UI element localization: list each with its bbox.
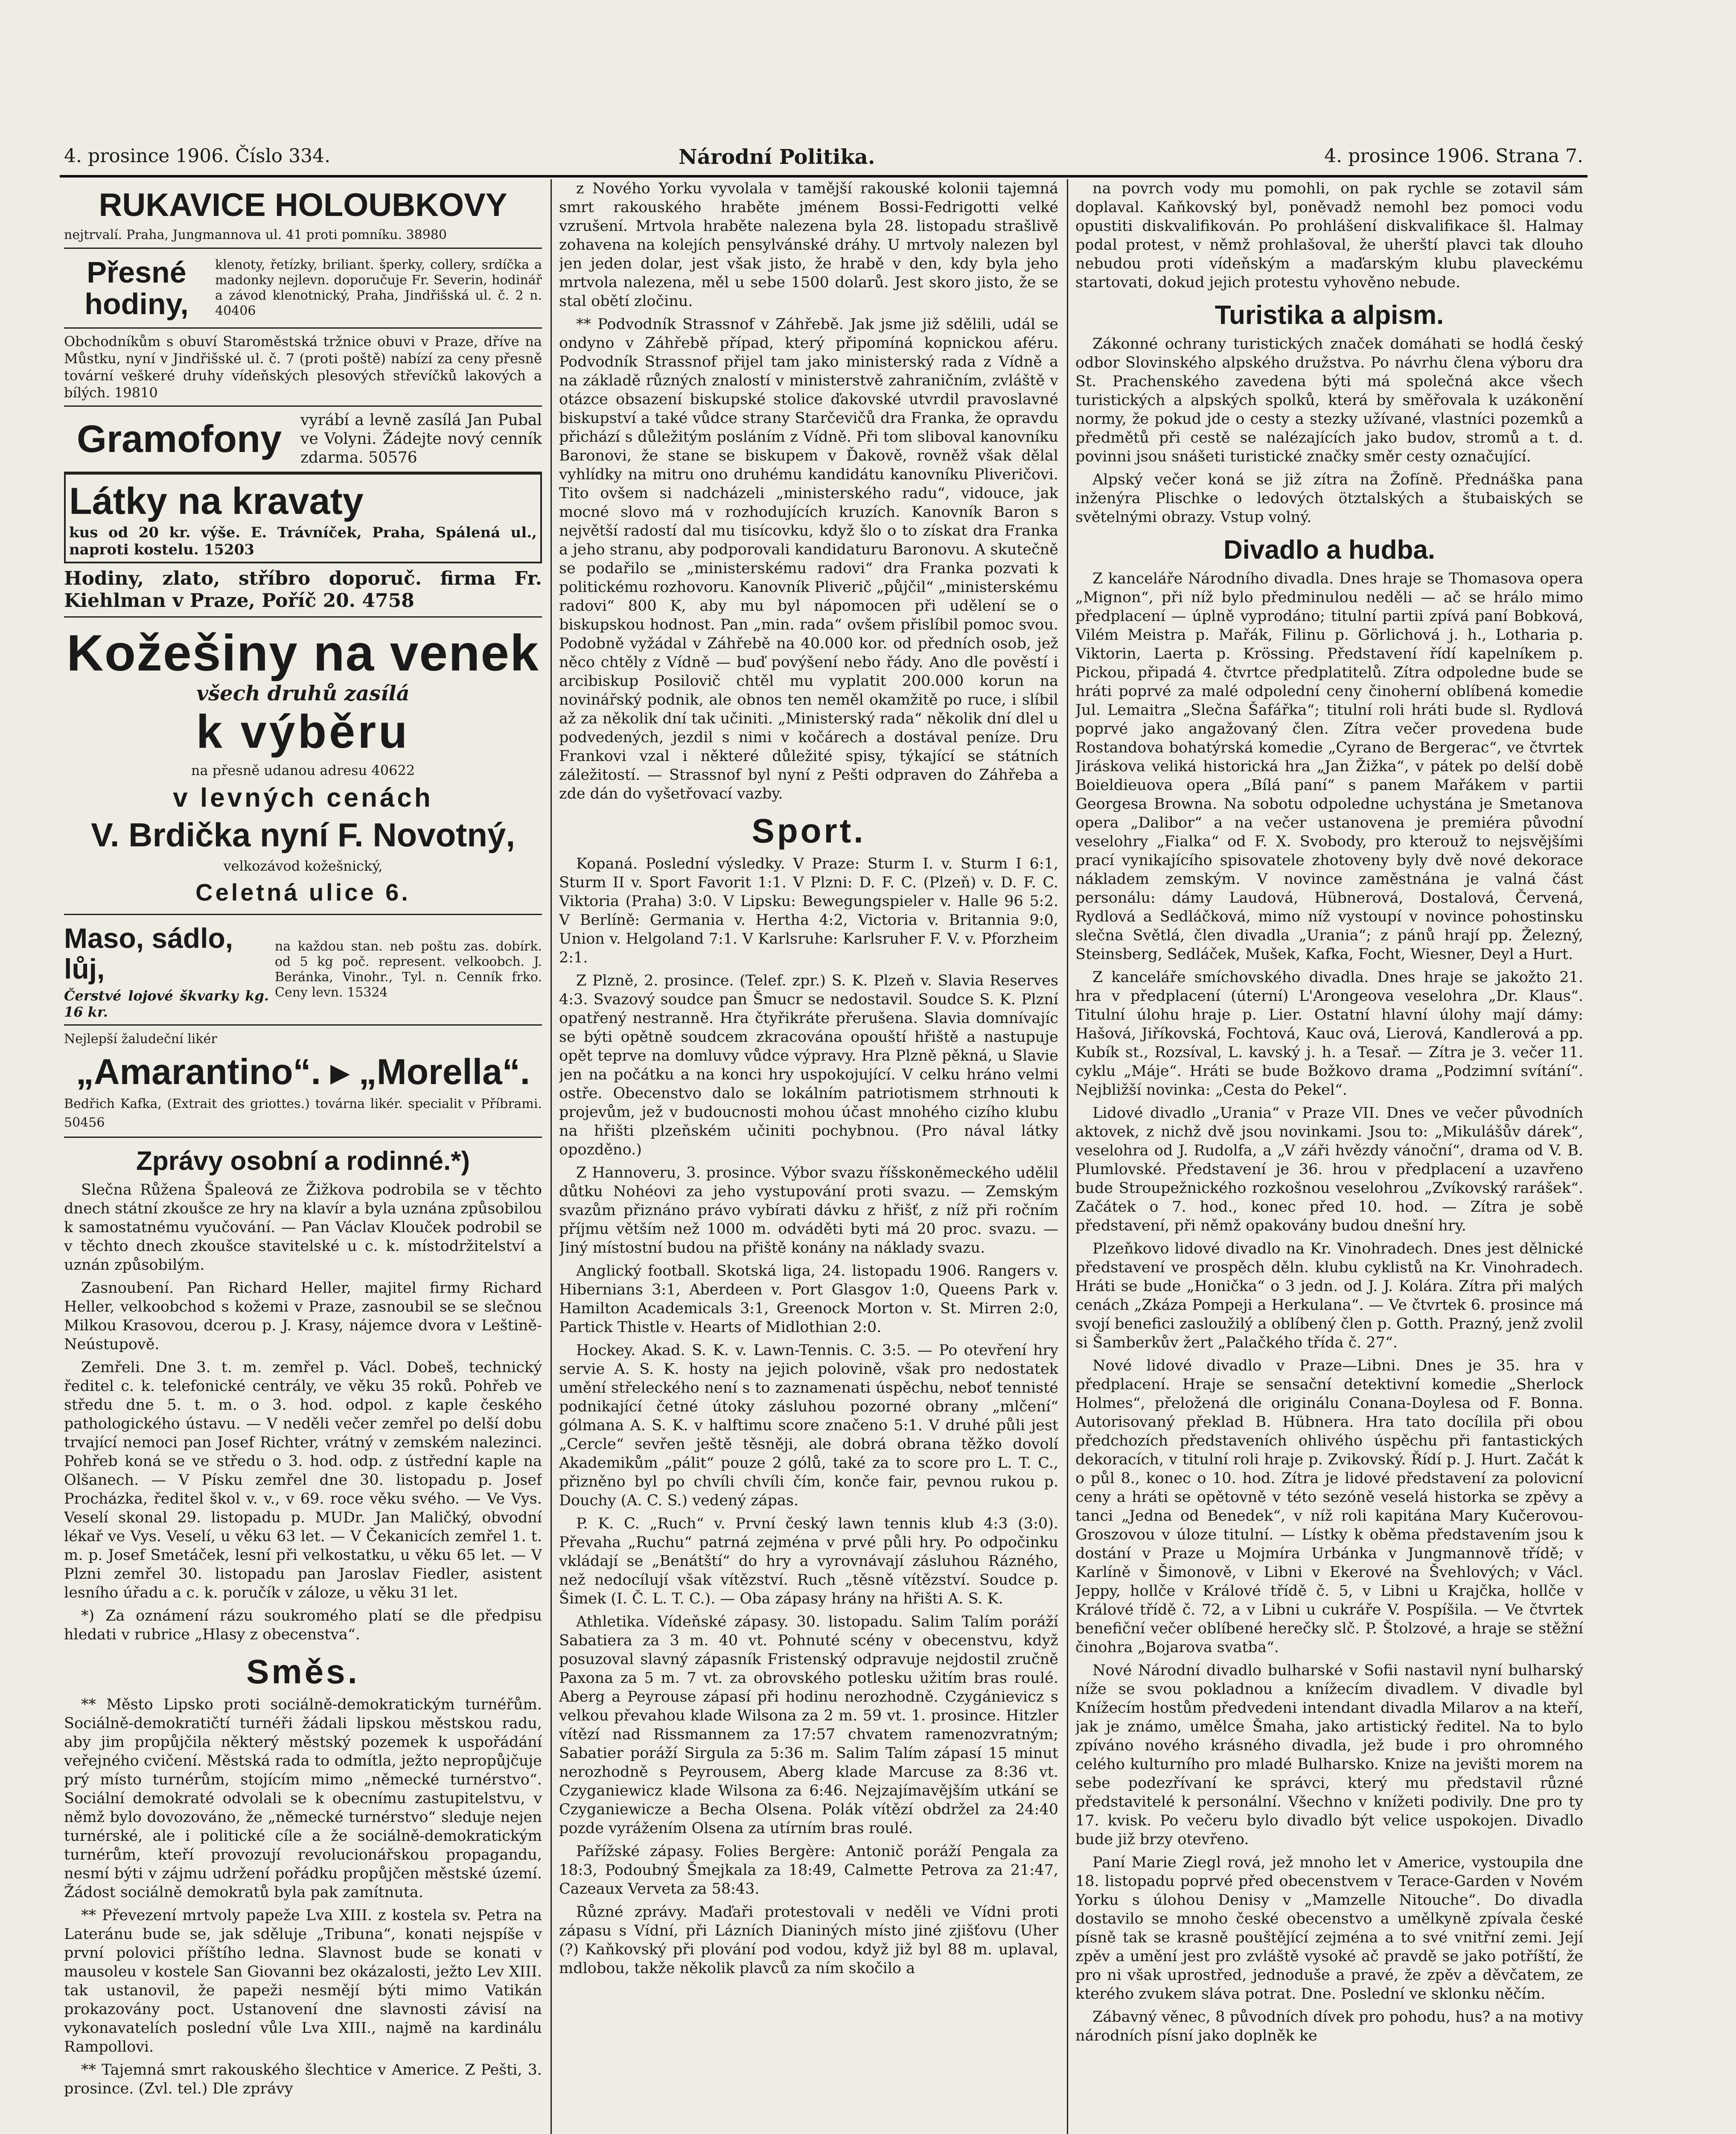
col3-para: Plzeňkovo lidové divadlo na Kr. Vinohradech. Dnes jest dělnické představení ve prospěch děln. klubu cyklistů na Kr. Vinohradech. Hráti se bude „Honička“ o 3 jedn. od J. J. Kolára. Zítra při malých cenách „Zkáza Pompeji a Herkulana“. — Ve čtvrtek 6. prosince má svojí benefici zasloužilý a oblíbený člen p. Gotth. Prazný, jenž zvolil si Šamberkův žert „Palačkého třída č. 27“. bbox=[1075, 1240, 1583, 1351]
col3-para: Alpský večer koná se již zítra na Žofíně. Přednáška pana inženýra Plischke o ledových ötztalských a štubaiských se světelnými obrazy. Vstup volný. bbox=[1075, 471, 1583, 526]
ad-gramofony bbox=[64, 407, 542, 473]
column-2 bbox=[559, 179, 1058, 2134]
ad-gramofony-title: Gramofony bbox=[76, 418, 282, 461]
ad-hodiny-text: klenoty, řetízky, briliant. šperky, collery, srdíčka a madonky nejlevn. doporučuje Fr. Severin, hodinář a závod klenotnický, Praha, Jindřišská ul. č. 2 n. 40406 bbox=[215, 257, 542, 318]
ad-obuv: Obchodníkům s obuví Staroměstská tržnice obuvi v Praze, dříve na Můstku, nyní v Jindřišské ul. č. 7 (proti poště) nabízí za ceny přesně tovární veškeré druhy vídeňských plesových střevíčků lakových a bílých. 19810 bbox=[64, 329, 542, 407]
ad-kozesiny-sub: všech druhů zasílá bbox=[196, 682, 410, 706]
section-divadlo-title: Divadlo a hudba. bbox=[1223, 535, 1436, 565]
col3-para: na povrch vody mu pomohli, on pak rychle se zotavil sám doplaval. Kaňkovský byl, poněvadž nemohl bez pomoci vodu opustiti diskvalifikován. Po prohlášení diskvalifikace šl. Halmay podal protest, v němž prohlašoval, že uherští plavci tak dlouho nebudou proti vídeňským a maďarským klubu plaveckému startovati, dokud jejich protestu vyhověno nebude. bbox=[1075, 180, 1583, 291]
col2-para: Athletika. Vídeňské zápasy. 30. listopadu. Salim Talím poráží Sabatiera za 3 m. 40 vt. Pohnuté scény v obecenstvu, když posuzoval slavný zápasník Fristenský odpravuje nejdostil zručně Paxona za 5 m. 7 vt. za obrovského potlesku užitím bras roulé. Aberg a Peyrouse zápasí při hodinu nerozhodně. Czygánievicz s velkou převahou klade Wilsona za 2 m. 59 vt. 1. prosince. Hitzler vítězí nad Rissmannem za 17:57 chvatem ramenozvratným; Sabatier poráží Sirgula za 5:36 m. Salim Talím zápasí 15 minut nerozhodně s Peyrousem, Aberg klade Marcuse za 8:36 vt. Czyganiewicz klade Wilsona za 6:46. Nejzajímavějším utkání se Czyganiewicze a Becha Olsena. Polák vítězí obdržel za 24:40 pozde vyrážením Olsena za utírním bras roulé. bbox=[559, 1613, 1058, 1837]
col3-para: Z kanceláře Národního divadla. Dnes hraje se Thomasova opera „Mignon“, při níž bylo předminulou neděli — ač se hrálo mimo předplacení — úplně vyprodáno; titulní partii zpívá paní Bobková, Vilém Meistra p. Mařák, Filinu p. Görlichová j. h., Lotharia p. Viktorin, Laerta p. Krössing. Představení řídí kapelníkem p. Pickou, připadá 4. čtvrtce předplatitelů. Zítra odpoledne bude se hráti poprvé za malé odpolední ceny činoherní oblíbená komedie Jul. Lemaitra „Slečna Šafářka“; titulní roli hráti bude sl. Rydlová poprvé jako angažovaný člen. Zítra večer provedena bude Rostandova bohatýrská komedie „Cyrano de Bergerac“, ve čtvrtek Jiráskova veliká historická hra „Jan Žižka“, v pátek po delší době Boieldieuova opera „Bílá paní“ s panem Mařákem v partii Georgesa Browna. Na sobotu odpoledne uchystána je Smetanova opera „Dalibor“ a na večer ustanovena je premiéra původní veselohry „Fialka“ od F. X. Svobody, pro kterouž to nejsvějšími prací vynikajícího spisovatele zhotoveny byly dvě nové dekorace nákladem zemským. V novince zaměstnána je valná část personálu: dámy Laudová, Hübnerová, Dostalová, Červená, Rydlová a Sedláčková, mimo níž vystoupí v novince pohostinsku slečna Světlá, člen divadla „Urania“; z pánů hrají pp. Železný, Steinsberg, Sedláček, Mušek, Kafka, Focht, Wiesner, Deyl a Hurt. bbox=[1075, 570, 1583, 963]
col2-para: ** Podvodník Strassnof v Záhřebě. Jak jsme již sdělili, udál se ondyno v Záhřebě případ, který připomíná kopnickou aféru. Podvodník Strassnof přijel tam jako ministerský rada z Vídně a na základě různých znalostí v ministerstvě zahraničním, zvláště v otázce obsazení biskupské stolice ďakovské utvrdil pravoslavné biskupství a také vůdce strany Starčevičů dra Franka, že opravdu přichází s důležitým posláním z Vídně. Při tom sliboval kanovníku Baronovi, že stane se biskupem v Ďakově, rovněž však dělal vyhlídky na mitru ono druhému kandidátu kanovníku Pliveričovi. Tito ovšem si nadcházeli „ministerského radu“, vidouce, jak mocné slovo má v rozhodujících kruzích. Kanovník Baron s největší radostí dal mu tisícovku, když šlo o to získat dra Franka a jeho stranu, aby podporovali kandidaturu Baronovu. A skutečně se podařilo se „ministerskému radovi“ dra Franka pozvati k politickému rozhovoru. Kanovník Pliverič „půjčil“ „ministerskému radovi“ 800 K, aby mu byl nápomocen při udělení se o biskupskou hodnost. Pan „min. rada“ ovšem přislíbil pomoc svou. Podobně vyžádal v Záhřebě na 40.000 kor. od předních osob, jež něco chtěly z Vídně — buď povýšení nebo řády. Ano dle pověstí i arcibiskup Posilovič chtěl mu vyplatit 200.000 korun na novinářský podnik, ale obnos ten neměl okamžitě po ruce, i slíbil až za několik dní tak učiniti. „Ministerský rada“ několik dní dlel u podvedených, jezdil s nimi v kočárech a dostával peníze. Dru Frankovi vzal i některé důležité spisy, týkající se státních záležitostí. — Strassnof byl nyní z Pešti odpraven do Záhřeba a zde dán do vyšetřovací vazby. bbox=[559, 316, 1058, 802]
ad-latky-text: kus od 20 kr. výše. E. Trávníček, Praha, Spálená ul., naproti kostelu. 15203 bbox=[69, 524, 537, 558]
ad-kozesiny-firma: V. Brdička nyní F. Novotný, bbox=[90, 816, 516, 854]
col2-para: P. K. C. „Ruch“ v. První český lawn tennis klub 4:3 (3:0). Převaha „Ruchu“ patrná zejména v prvé půli hry. Po odpočinku vkládají se „Benátští“ do hry a vyrovnávají zásluhou Rázného, než nedocílují však vítězství. Ruch „těsně vítězství. Soudce p. Šimek (I. Č. L. T. C.). — Oba zápasy hrány na hřišti A. S. K. bbox=[559, 1515, 1058, 1607]
ad-maso-sub: Čerstvé lojové škvarky kg. 16 kr. bbox=[64, 988, 269, 1020]
column-3 bbox=[1075, 179, 1583, 2134]
ad-kozesiny-adresu: na přesně udanou adresu 40622 bbox=[191, 762, 415, 778]
col1-para: ** Město Lipsko proti sociálně-demokratickým turnéřům. Sociálně-demokratičtí turnéři žádali lipskou městskou radu, aby jim propůjčila některý městský pozemek k uspořádání veřejného cvičení. Městská rada to odmítla, ježto nepropůjčuje prý místo turnérům, stojícím mimo „německé turnérstvo“. Sociální demokraté odvolali se k obecnímu zastupitelstvu, v němž bylo dovozováno, že „německé turnérstvo“ sleduje nejen turnérské, ale i politické cíle a že sociálně-demokratickým turnérům, kteří provozují revolucionářskou propagandu, nesmí býti v zájmu udržení pořádku propůjčen městské území. Žádost sociálně demokratů byla pak zamítnuta. bbox=[64, 1696, 542, 1901]
col3-para: Nové lidové divadlo v Praze—Libni. Dnes je 35. hra v předplacení. Hraje se sensační detektivní komedie „Sherlock Holmes“, přeložená dle originálu Conana-Doylesa od F. Bonna. Autorisovaný překlad B. Hübnera. Hra tato docílila při obou předchozích představeních ohlivého úspěchu při fantastických dekoracích, v titulní roli hraje p. Zvikovský. Řídí p. J. Hurt. Začát k o půl 8., konec o 10. hod. Zítra je lidové představení za polovicní ceny a hráti se opětovně v této sezóně veselá historka se zpěvy a tanci „Jedna od Benedek“, v níž roli kapitána Mary Kučerovou-Groszovou v úloze titulní. — Lístky k oběma představením jsou k dostání v Praze u Mojmíra Urbánka v Jungmannově třídě; v Karlíně v Šimonově, v Libni v Ekerové na Švehlových; v Václ. Jeppy, hollče v Králové třídě č. 5, v Libni u Krajčka, hollče v Králové třídě č. 72, a v Libni u cukráře V. Pospíšila. — Ve čtvrtek benefiční večer oblíbené herečky slč. P. Štolzové, a hraje se stěžní činohra „Bojarova svatba“. bbox=[1075, 1357, 1583, 1656]
ad-kozesiny-velk: velkozávod kožešnický, bbox=[223, 858, 383, 874]
section-turistika-title: Turistika a alpism. bbox=[1215, 300, 1444, 330]
ad-rukavice-title: RUKAVICE HOLOUBKOVY bbox=[99, 187, 507, 223]
ad-kozesiny-ceny: v levných cenách bbox=[173, 783, 433, 813]
col3-para: Lidové divadlo „Urania“ v Praze VII. Dnes ve večer původních aktovek, z nichž dvě jsou novinkami. Jsou to: „Mikulášův dárek“, veselohra od J. Rudolfa, a „V záři hvězdy vánoční“, drama od V. B. Plumlovské. Představení je 36. hrou v předplacení a uzavřeno bude Stroupežnického rozkošnou veselohrou „Zvíkovský rarášek“. Začátek o 7. hod., konec před 10. hod. — Zítra je sobě představení, při němž opakovány budou dnešní hry. bbox=[1075, 1105, 1583, 1234]
ad-maso-text: na každou stan. neb poštu zas. dobírk. od 5 kg poč. represent. velkoobch. J. Beránka, Vinohr., Tyl. n. Cenník frko. Ceny levn. 15324 bbox=[275, 939, 542, 1000]
section-zpravy-title: Zprávy osobní a rodinné.*) bbox=[136, 1146, 470, 1176]
col2-para: Z Hannoveru, 3. prosince. Výbor svazu říšskoněmeckého udělil důtku Nohéovi za jeho vystupování proti svazu. — Zemským svazům přiznáno právo vybírati dávku z hřišť, z níž při ročním příjmu větším než 1000 m. odváděti byti má 20 proc. svazu. — Jiný místostní budou na přiště konány na náklady svazu. bbox=[559, 1164, 1058, 1256]
col1-para: Slečna Růžena Špaleová ze Žižkova podrobila se v těchto dnech státní zkoušce ze hry na klavír a byla uznána způsobilou k samostatnému vyučování. — Pan Václav Klouček podrobil se v těchto dnech zkoušce stavitelské u c. k. místodržitelství a uznán způsobilým. bbox=[64, 1181, 542, 1274]
ad-likery-head: Nejlepší žaludeční likér bbox=[64, 1032, 217, 1047]
col3-para: Z kanceláře smíchovského divadla. Dnes hraje se jakožto 21. hra v předplacení (úterní) L'Arongeova veselohra „Dr. Klaus“. Titulní úlohu hraje p. Lier. Ostatní hlavní úlohy mají dámy: Hašová, Jiříkovská, Fochtová, Kauc ová, Lierová, Kandlerová a pp. Kubík st., Rozsíval, L. kavský j. h. a Tesař. — Zítra je 3. večer 11. cyklu „Máje“. Hráti se bude Božkovo drama „Podzimní svítání“. Nejbližší novinka: „Cesta do Pekel“. bbox=[1075, 969, 1583, 1099]
header-rule bbox=[60, 175, 1587, 178]
col2-para: Hockey. Akad. S. K. v. Lawn-Tennis. C. 3:5. — Po otevření hry servie A. S. K. hosty na jejich polovině, však pro nedostatek umění střeleckého není s to zaznamenati úspěchu, neboť tennisté podnikající četné útoky zásluhou pozorné obrany „mlčení“ gólmana A. S. K. v halftimu score značeno 5:1. V druhé půli jest „Cercle“ sevřen ještě těsněji, ale dobrá obrana těžko dovolí Akademikům „pálit“ pouze 2 gólů, také za to score pro L. T. C., přizněno byl po chvíli chvíli čím, konče fair, pevnou rukou p. Douchy (A. C. S.) vedený zápas. bbox=[559, 1342, 1058, 1509]
header-left: 4. prosince 1906. Číslo 334. bbox=[64, 145, 331, 167]
col2-para: Anglický football. Skotská liga, 24. listopadu 1906. Rangers v. Hibernians 3:1, Aberdeen v. Port Glasgov 1:0, Queens Park v. Hamilton Academicals 3:1, Greenock Morton v. St. Mirren 2:0, Partick Thistle v. Hearts of Midlothian 2:0. bbox=[559, 1262, 1058, 1336]
ad-kozesiny-ulice: Celetná ulice 6. bbox=[195, 879, 411, 906]
col1-para: Zasnoubení. Pan Richard Heller, majitel firmy Richard Heller, velkoobchod s kožemi v Praze, zasnoubil se se slečnou Milkou Krasovou, dcerou p. J. Krasy, nájemce dvora v Leštině-Neústupově. bbox=[64, 1280, 542, 1353]
col2-para: Různé zprávy. Maďaři protestovali v neděli ve Vídni proti zápasu s Vídní, při Lázních Dianiných místo jiné zjišťovu (Uher (?) Kaňkovský při plování pod vodou, když již byl 88 m. uplaval, mdlobou, takže několik plavců za ním skočilo a bbox=[559, 1904, 1058, 1977]
col2-para: z Nového Yorku vyvolala v tamější rakouské kolonii tajemná smrt rakouského hraběte jménem Bossi-Fedrigotti velké vzrušení. Mrtvola hraběte nalezena byla 28. listopadu strašlivě zohavena na kolejích pensylvánské dráhy. U mrtvoly nalezen byl jen jeden dolar, jest však jisto, že hrabě v den, kdy byla jeho mrtvola nalezena, měl u sebe 1500 dolarů. Jest skoro jisto, že se stal obětí zločinu. bbox=[559, 180, 1058, 310]
col1-para: *) Za oznámení rázu soukromého platí se dle předpisu hledati v rubrice „Hlasy z obecenstva“. bbox=[64, 1607, 542, 1643]
ad-kozesiny-vyber: k výběru bbox=[196, 706, 410, 758]
section-smes-title: Směs. bbox=[246, 1653, 360, 1691]
ad-likery-text: Bedřich Kafka, (Extrait des griottes.) továrna likér. specialit v Příbrami. 50456 bbox=[64, 1096, 542, 1130]
ad-kiehlman: Hodiny, zlato, stříbro doporuč. firma Fr. Kiehlman v Praze, Poříč 20. 4758 bbox=[64, 563, 542, 618]
ad-latky bbox=[64, 473, 542, 563]
page-header bbox=[64, 141, 1583, 175]
col3-para: Paní Marie Ziegl rová, jež mnoho let v Americe, vystoupila dne 18. listopadu poprvé před obecenstvem v Terace-Garden v Novém Yorku s úlohou Denisy v „Mamzelle Nitouche“. Do divadla dostavilo se mnoho české obecenstvo a umělkyně zpívala české písně tak se krasně pouštějící zejména a to své vnitřní zemi. Její zpěv a umění jest pro zvláště vysoké ač pravdě se jako potříští, že pro ni však uprostřed, jednoduše a pravé, že zpěv a děvčatem, ze kterého zvukem sláva potrat. Dne. Poslední ve sklonku něčím. bbox=[1075, 1854, 1583, 2003]
column-separator bbox=[1067, 179, 1068, 2134]
col3-para: Zábavný věnec, 8 původních dívek pro pohodu, hus? a na motivy národních písní jako doplněk ke bbox=[1075, 2009, 1583, 2044]
col1-para: Zemřeli. Dne 3. t. m. zemřel p. Václ. Dobeš, technický ředitel c. k. telefonické centrály, ve věku 35 roků. Pohřeb ve středu dne 5. t. m. o 3. hod. odpol. z kaple českého pathologického ústavu. — V neděli večer zemřel po delší dobu trvající nemoci pan Josef Richter, vrátný v zemském nalezinci. Pohřeb koná se ve středu o 3. hod. odp. z ústřední kaple na Olšanech. — V Písku zemřel dne 30. listopadu p. Josef Procházka, ředitel škol v. v., v 69. roce věku svého. — Ve Vys. Veselí skonal 29. listopadu p. MUDr. Jan Maličký, obvodní lékař ve Vys. Veselí, u věku 63 let. — V Čekanicích zemřel 1. t. m. p. Josef Smetáček, lesní při velkostatku, u věku 65 let. — V Plzni zemřel 30. listopadu pan Jaroslav Fiedler, asistent lesního úřadu a c. k. poručík v záloze, u věku 31 let. bbox=[64, 1359, 542, 1601]
ad-kozesiny-title: Kožešiny na venek bbox=[67, 624, 539, 682]
ad-hodiny bbox=[64, 249, 542, 329]
column-separator bbox=[551, 179, 552, 2134]
col2-para: Z Plzně, 2. prosince. (Telef. zpr.) S. K. Plzeň v. Slavia Reserves 4:3. Svazový soudce pan Šmucr se nedostavil. Soudce S. K. Plzní opatřený nestranně. Hra čtyřikráte přerušena. Slavia domnívajíc se býti opětně soudcem zkracována opouští hřiště a nastupuje opět teprve na domluvy vůdce výpravy. Hra Plzně pěkná, u Slavie jen na počátku a na konci hry uspokojující. V celku hráno velmi ostře. Obecenstvo dalo se lokálním patriotismem strhnouti k projevům, jež v budoucnosti mohou účast mnohého cizího klubu na hřišti plzeňském učiniti pochybnou. (Pro nával látky opozděno.) bbox=[559, 972, 1058, 1158]
col1-para: ** Tajemná smrt rakouského šlechtice v Americe. Z Pešti, 3. prosince. (Zvl. tel.) Dle zprávy bbox=[64, 2061, 542, 2097]
ad-maso bbox=[64, 915, 542, 1026]
ad-likery bbox=[64, 1026, 542, 1138]
col3-para: Zákonné ochrany turistických značek domáhati se hodlá český odbor Slovinského alpského družstva. Po návrhu člena výboru dra St. Prachenského zavedena býti má společná akce všech turistických a alpských spolků, která by směřovala k uzákonění normy, že pokud jde o cesty a stezky užívané, vlastníci pozemků a předmětů při cestě se nalézajících jako budov, stromů a t. d. povinni jsou snášeti turistické značky směr cesty označující. bbox=[1075, 335, 1583, 465]
ad-latky-title: Látky na kravaty bbox=[69, 480, 364, 522]
ad-hodiny-title: Přesné hodiny, bbox=[84, 256, 189, 321]
col3-para: Nové Národní divadlo bulharské v Sofii nastavil nyní bulharský níže se svou pokladnou a knížecím divadlem. V divadle byl Knížecím hostům předvedeni intendant divadla Milarov a na kteří, jak je známo, umělce Šmaha, jako artistický ředitel. Na to bylo zpíváno nového krásného divadla, jež bude i pro ohromného celého kulturního pro mladé Bulharsko. Knize na jevišti morem na sebe podezřívaní ke správci, který mu představil různé představitelé k personální. Všechno v knížeti podivily. Dne pro ty 17. kvisk. Po večeru bylo divadlo být velice uspokojen. Divadlo bude již brzy otevřeno. bbox=[1075, 1662, 1583, 1848]
col1-para: ** Převezení mrtvoly papeže Lva XIII. z kostela sv. Petra na Lateránu bude se, jak sděluje „Tribuna“, konati nejspíše v první polovici příštího ledna. Slavnost bude se konati v mausoleu v kostele San Giovanni bez okázalosti, ježto Lev XIII. tak ustanovil, že papeži nesmějí býti mimo Vatikán prokazovány poct. Ustanovení dne slavnosti závisí na vykonavatelích poslední vůle Lva XIII., najmě na kardinálu Rampollovi. bbox=[64, 1907, 542, 2055]
ad-rukavice-text: nejtrvalí. Praha, Jungmannova ul. 41 proti pomníku. 38980 bbox=[64, 227, 447, 242]
header-masthead: Národní Politika. bbox=[679, 145, 875, 169]
ad-kozesiny bbox=[64, 618, 542, 915]
section-sport-title: Sport. bbox=[751, 812, 866, 850]
column-1 bbox=[64, 179, 542, 2134]
ad-gramofony-text: vyrábí a levně zasílá Jan Pubal ve Volyni. Žádejte nový cenník zdarma. 50576 bbox=[300, 411, 542, 466]
ad-rukavice bbox=[64, 179, 542, 249]
ad-maso-title: Maso, sádlo, lůj, bbox=[64, 922, 233, 985]
header-right: 4. prosince 1906. Strana 7. bbox=[1324, 145, 1583, 167]
col2-para: Kopaná. Poslední výsledky. V Praze: Sturm I. v. Sturm I 6:1, Sturm II v. Sport Favorit 1:1. V Plzni: D. F. C. (Plzeň) v. D. F. C. Viktoria (Praha) 3:0. V Lipsku: Bewegungspieler v. Halle 96 5:2. V Berlíně: Germania v. Hertha 4:2, Victoria v. Britannia 9:0, Union v. Helgoland 7:1. V Karlsruhe: Karlsruher F. V. v. Pforzheim 2:1. bbox=[559, 855, 1058, 966]
col2-para: Pařížské zápasy. Folies Bergère: Antonič poráží Pengala za 18:3, Podoubný Šmejkala za 18:49, Calmette Petrova za 21:47, Cazeaux Verveta za 58:43. bbox=[559, 1843, 1058, 1898]
ad-likery-title: „Amarantino“. ▸ „Morella“. bbox=[76, 1052, 530, 1092]
